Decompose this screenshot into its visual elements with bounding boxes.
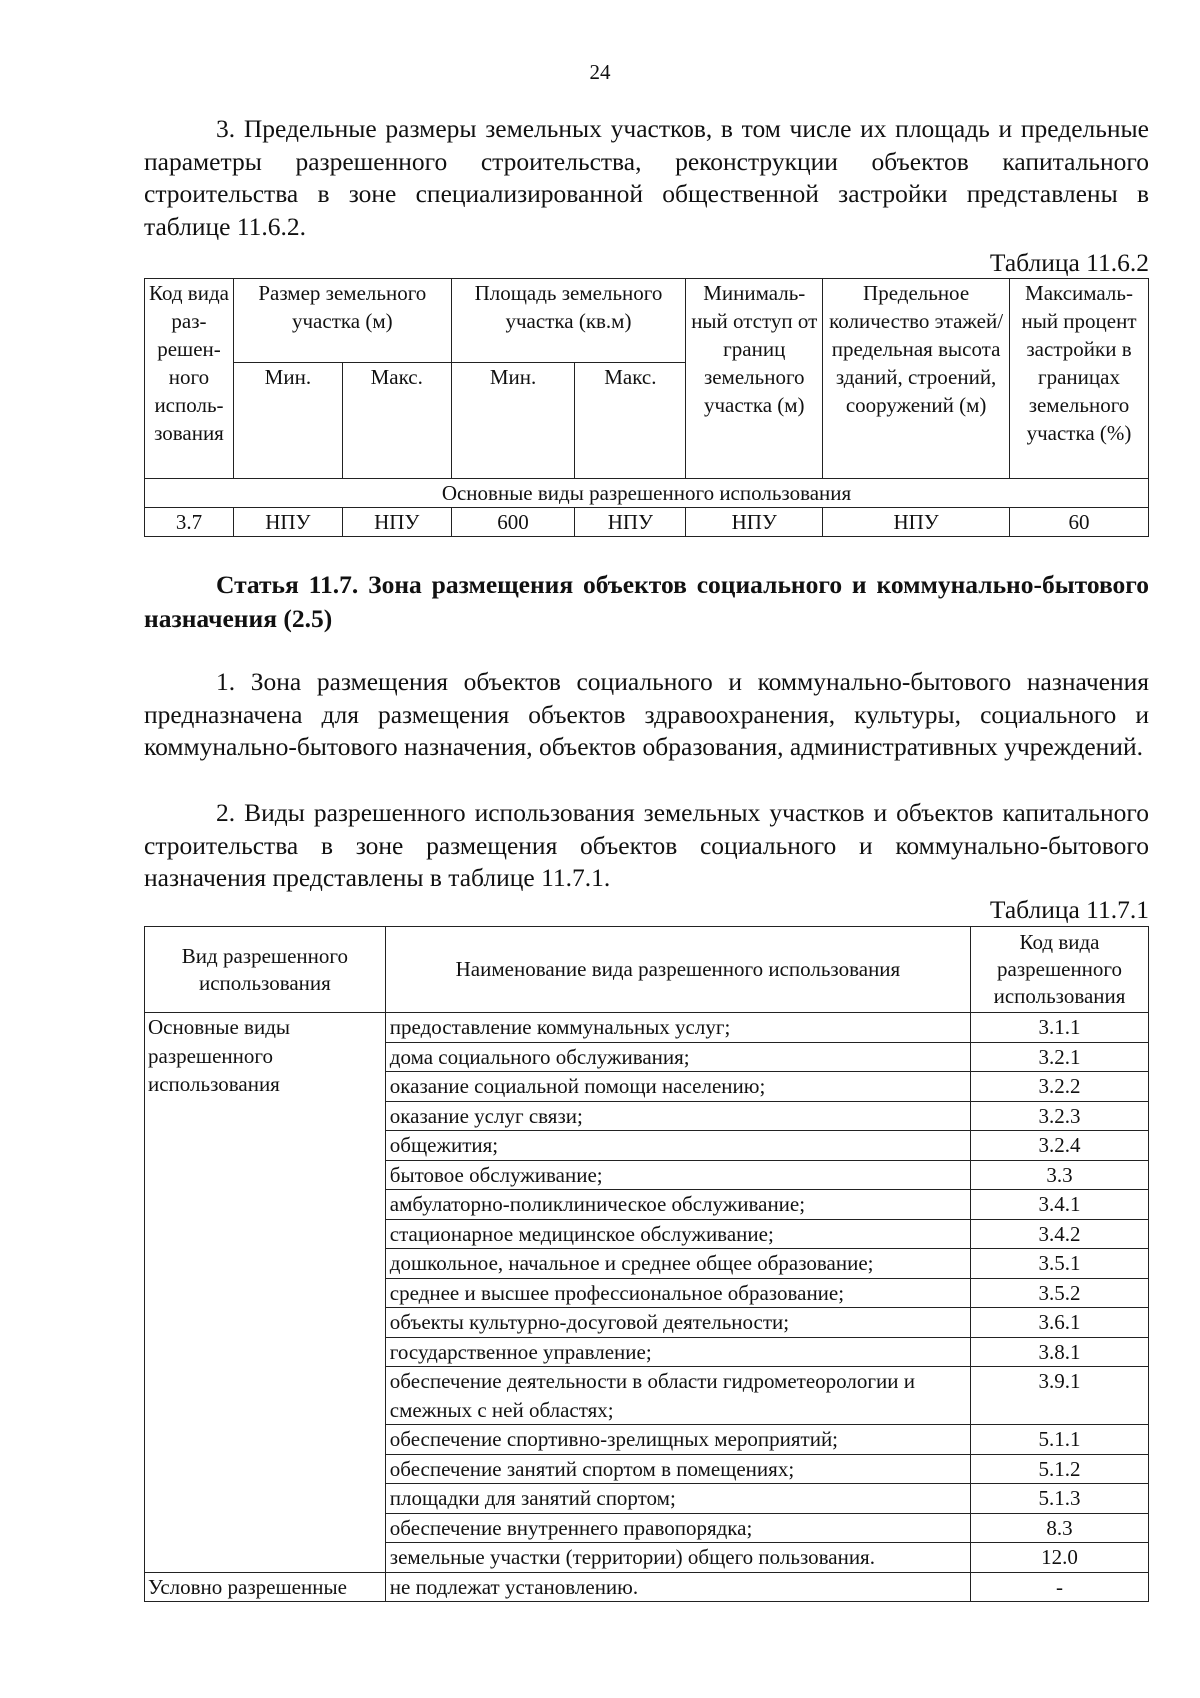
- row-code: 3.1.1: [971, 1013, 1149, 1043]
- header-size-min: Мин.: [233, 363, 342, 479]
- paragraph-1: 1. Зона размещения объектов социального и коммунально-бытового назначения предназначена для размещения объектов здравоохранения, культуры, социального и коммунально-бытового назначения, объектов образования, административных учреждений.: [144, 667, 1149, 761]
- table-row: [145, 1013, 1149, 1043]
- header-kind: Вид разрешенного использования: [145, 927, 386, 1013]
- row-name: дошкольное, начальное и среднее общее образование;: [385, 1249, 970, 1279]
- row-code: 5.1.3: [971, 1484, 1149, 1514]
- row-code: 3.2.1: [971, 1042, 1149, 1072]
- row-code: 3.4.1: [971, 1190, 1149, 1220]
- table-11-7-1-caption: Таблица 11.7.1: [989, 895, 1149, 924]
- row-name: амбулаторно-поликлиническое обслуживание;: [385, 1190, 970, 1220]
- cell-min-setback: НПУ: [686, 508, 823, 537]
- header-max-floors: Предельное количество этажей/ предельная высота зданий, строений, сооружений (м): [823, 279, 1010, 479]
- row-name: бытовое обслуживание;: [385, 1160, 970, 1190]
- header-area-max: Макс.: [575, 363, 686, 479]
- row-code: 8.3: [971, 1513, 1149, 1543]
- article-heading: Статья 11.7. Зона размещения объектов социального и коммунально-бытового назначения (2.5): [144, 570, 1149, 633]
- header-size-max: Макс.: [342, 363, 451, 479]
- row-code: 3.4.2: [971, 1219, 1149, 1249]
- row-code: 3.6.1: [971, 1308, 1149, 1338]
- row-name: оказание социальной помощи населению;: [385, 1072, 970, 1102]
- page-number: 24: [589, 60, 611, 84]
- header-code: Код вида раз-решен-ного исполь-зования: [145, 279, 234, 479]
- row-name: обеспечение внутреннего правопорядка;: [385, 1513, 970, 1543]
- row-name: обеспечение занятий спортом в помещениях;: [385, 1454, 970, 1484]
- row-code: 3.2.3: [971, 1101, 1149, 1131]
- row-name: общежития;: [385, 1131, 970, 1161]
- paragraph-3: 3. Предельные размеры земельных участков, в том числе их площадь и предельные параметры разрешенного строительства, реконструкции объектов капитального строительства в зоне специализированной общественной застройки представлены в таблице 11.6.2.: [144, 114, 1149, 241]
- header-min-setback: Минималь-ный отступ от границ земельного участка (м): [686, 279, 823, 479]
- row-name: земельные участки (территории) общего пользования.: [385, 1543, 970, 1573]
- row-code: 5.1.2: [971, 1454, 1149, 1484]
- row-name: обеспечение деятельности в области гидрометеорологии и смежных с ней областях;: [385, 1367, 970, 1425]
- row-code: 3.9.1: [971, 1367, 1149, 1425]
- header-area-min: Мин.: [451, 363, 575, 479]
- table-11-6-2: [144, 278, 1149, 537]
- row-code: 3.5.1: [971, 1249, 1149, 1279]
- row-code: 3.8.1: [971, 1337, 1149, 1367]
- row-name: предоставление коммунальных услуг;: [385, 1013, 970, 1043]
- row-code: 3.5.2: [971, 1278, 1149, 1308]
- row-code: 12.0: [971, 1543, 1149, 1573]
- row-name: обеспечение спортивно-зрелищных мероприятий;: [385, 1425, 970, 1455]
- row-name: дома социального обслуживания;: [385, 1042, 970, 1072]
- header-max-coverage: Максималь-ный процент застройки в границах земельного участка (%): [1010, 279, 1149, 479]
- main-kind-cell: Основные виды разрешенного использования: [145, 1013, 386, 1573]
- header-code: Код вида разрешенного использования: [971, 927, 1149, 1013]
- row-code: 5.1.1: [971, 1425, 1149, 1455]
- header-name: Наименование вида разрешенного использования: [385, 927, 970, 1013]
- row-name: государственное управление;: [385, 1337, 970, 1367]
- row-name: объекты культурно-досуговой деятельности;: [385, 1308, 970, 1338]
- header-plot-size: Размер земельного участка (м): [233, 279, 451, 363]
- cell-area-max: НПУ: [575, 508, 686, 537]
- paragraph-2: 2. Виды разрешенного использования земельных участков и объектов капитального строительства в зоне размещения объектов социального и коммунально-бытового назначения представлены в таблице 11.7.1.: [144, 798, 1149, 892]
- row-name: площадки для занятий спортом;: [385, 1484, 970, 1514]
- cell-size-max: НПУ: [342, 508, 451, 537]
- cell-max-coverage: 60: [1010, 508, 1149, 537]
- header-plot-area: Площадь земельного участка (кв.м): [451, 279, 686, 363]
- cell-code: 3.7: [145, 508, 234, 537]
- row-name: среднее и высшее профессиональное образование;: [385, 1278, 970, 1308]
- cell-area-min: 600: [451, 508, 575, 537]
- row-code: 3.3: [971, 1160, 1149, 1190]
- cell-max-floors: НПУ: [823, 508, 1010, 537]
- table-11-6-2-caption: Таблица 11.6.2: [989, 248, 1149, 277]
- section-label: Основные виды разрешенного использования: [145, 479, 1149, 508]
- row-code: 3.2.4: [971, 1131, 1149, 1161]
- row-code: 3.2.2: [971, 1072, 1149, 1102]
- row-name: оказание услуг связи;: [385, 1101, 970, 1131]
- row-name: не подлежат установлению.: [385, 1572, 970, 1602]
- table-11-7-1: [144, 926, 1149, 1602]
- table-row-conditional: [145, 1572, 1149, 1602]
- cell-size-min: НПУ: [233, 508, 342, 537]
- conditional-kind-cell: Условно разрешенные: [145, 1572, 386, 1602]
- row-name: стационарное медицинское обслуживание;: [385, 1219, 970, 1249]
- row-code: -: [971, 1572, 1149, 1602]
